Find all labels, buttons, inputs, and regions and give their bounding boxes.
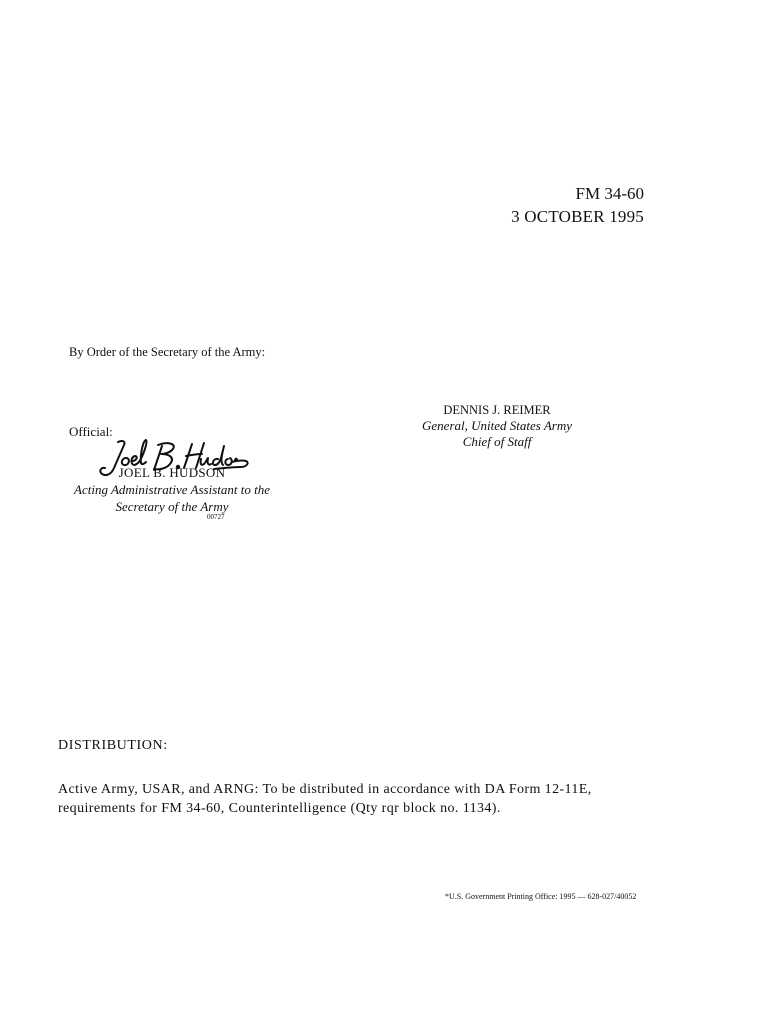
publication-date: 3 OCTOBER 1995 xyxy=(511,207,644,226)
official-name: JOEL B. HUDSON xyxy=(118,465,226,480)
printing-office-footer: *U.S. Government Printing Office: 1995 — 628-027/40052 xyxy=(445,892,637,901)
document-code: 00727 xyxy=(207,513,225,521)
fm-number: FM 34-60 xyxy=(575,184,644,203)
chief-of-staff-block xyxy=(382,402,612,450)
official-block xyxy=(60,464,284,515)
distribution-heading: DISTRIBUTION: xyxy=(58,738,168,753)
distribution-line-1: Active Army, USAR, and ARNG: To be distributed in accordance with DA Form 12-11E, xyxy=(58,782,592,797)
official-title-2: Secretary of the Army xyxy=(115,499,229,514)
by-order-statement: By Order of the Secretary of the Army: xyxy=(69,345,266,359)
distribution-line-2: requirements for FM 34-60, Counterintelligence (Qty rqr block no. 1134). xyxy=(58,801,501,816)
official-title-1: Acting Administrative Assistant to the xyxy=(74,482,270,497)
distribution-text xyxy=(58,780,592,818)
chief-of-staff-title-2: Chief of Staff xyxy=(462,434,532,449)
official-label: Official: xyxy=(69,424,113,439)
chief-of-staff-title-1: General, United States Army xyxy=(422,418,572,433)
chief-of-staff-name: DENNIS J. REIMER xyxy=(443,403,551,417)
